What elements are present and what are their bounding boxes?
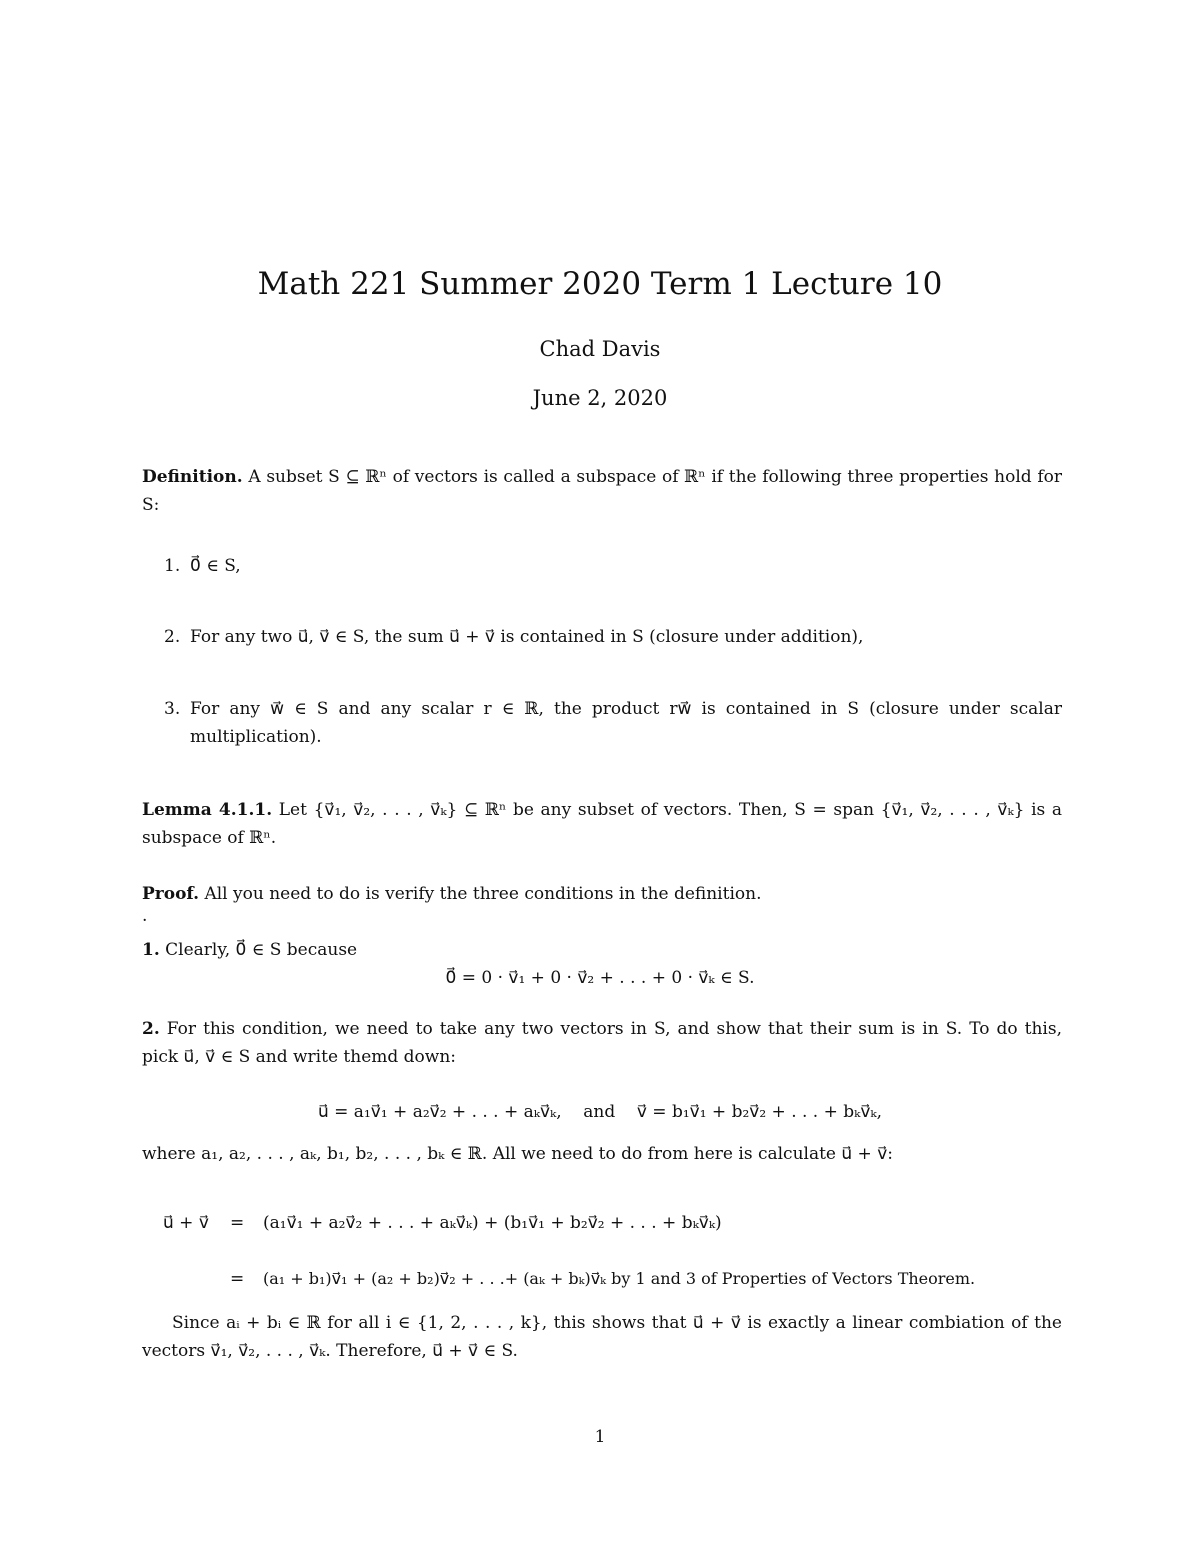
definition-item-2 — [164, 623, 1062, 651]
step-2-equation: u⃗ = a₁v⃗₁ + a₂v⃗₂ + . . . + aₖv⃗ₖ, and v⃗ = b₁v⃗₁ + b₂v⃗₂ + . . . + bₖv⃗ₖ, — [317, 1102, 883, 1122]
definition-item-3 — [164, 695, 1062, 751]
page-number: 1 — [594, 1427, 606, 1447]
step-2-text: For this condition, we need to take any two vectors in S, and show that their sum is in S. To do this, pick u⃗, v⃗ ∈ S and write themd down: — [142, 1019, 1062, 1067]
item-number: 2. — [164, 627, 181, 647]
proof-dot: . — [142, 906, 148, 926]
proof-paragraph — [142, 880, 1062, 908]
step-2-conclusion: Since aᵢ + bᵢ ∈ ℝ for all i ∈ {1, 2, . . . , k}, this shows that u⃗ + v⃗ is exactly a linear combiation of the vectors v⃗₁, v⃗₂, . . . , v⃗ₖ. Therefore, u⃗ + v⃗ ∈ S. — [142, 1313, 1062, 1361]
item-text: For any w⃗ ∈ S and any scalar r ∈ ℝ, the product rw⃗ is contained in S (closure under scalar multiplication). — [190, 699, 1062, 747]
proof-text: All you need to do is verify the three conditions in the definition. — [204, 884, 762, 904]
align-rhs-2: (a₁ + b₁)v⃗₁ + (a₂ + b₂)v⃗₂ + . . .+ (aₖ + bₖ)v⃗ₖ by 1 and 3 of Properties of Vectors Theorem. — [263, 1269, 976, 1288]
align-rhs-1: (a₁v⃗₁ + a₂v⃗₂ + . . . + aₖv⃗ₖ) + (b₁v⃗₁ + b₂v⃗₂ + . . . + bₖv⃗ₖ) — [263, 1213, 722, 1233]
step-1-label: 1. — [142, 940, 160, 960]
align-equals-1: = — [230, 1213, 245, 1233]
proof-step-2 — [142, 1015, 1062, 1071]
align-equals-2: = — [230, 1269, 245, 1289]
lemma-paragraph — [142, 796, 1062, 852]
lemma-text: Let {v⃗₁, v⃗₂, . . . , v⃗ₖ} ⊆ ℝⁿ be any subset of vectors. Then, S = span {v⃗₁, v⃗₂, . . . , v⃗ₖ} is a subspace of ℝⁿ. — [142, 800, 1063, 848]
definition-label: Definition. — [142, 467, 243, 487]
step-2-label: 2. — [142, 1019, 160, 1039]
step-1-equation: 0⃗ = 0 · v⃗₁ + 0 · v⃗₂ + . . . + 0 · v⃗ₖ ∈ S. — [445, 968, 755, 988]
definition-paragraph — [142, 463, 1062, 519]
proof-label: Proof. — [142, 884, 200, 904]
definition-text: A subset S ⊆ ℝⁿ of vectors is called a subspace of ℝⁿ if the following three properties hold for S: — [142, 467, 1062, 515]
item-text: For any two u⃗, v⃗ ∈ S, the sum u⃗ + v⃗ is contained in S (closure under addition), — [190, 627, 864, 647]
document-author: Chad Davis — [539, 337, 661, 361]
item-text: 0⃗ ∈ S, — [190, 556, 241, 576]
proof-step-1 — [142, 936, 1062, 964]
item-number: 3. — [164, 699, 181, 719]
lemma-label: Lemma 4.1.1. — [142, 800, 273, 820]
step-2-where: where a₁, a₂, . . . , aₖ, b₁, b₂, . . . , bₖ ∈ ℝ. All we need to do from here is calculate u⃗ + v⃗: — [142, 1144, 893, 1164]
step-1-text: Clearly, 0⃗ ∈ S because — [165, 940, 358, 960]
document-title: Math 221 Summer 2020 Term 1 Lecture 10 — [257, 266, 943, 302]
align-lhs: u⃗ + v⃗ — [163, 1213, 209, 1233]
definition-item-1 — [164, 552, 1062, 580]
item-number: 1. — [164, 556, 181, 576]
document-date: June 2, 2020 — [532, 386, 668, 410]
